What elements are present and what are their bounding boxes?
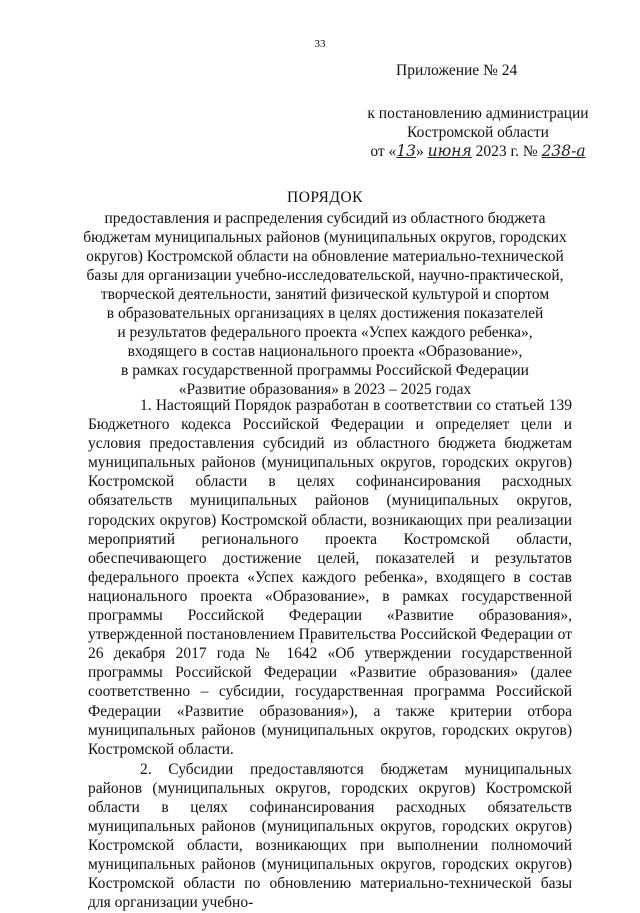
decree-line-2: Костромской области — [407, 124, 549, 141]
title-line: в образовательных организациях в целях достижения показателей — [106, 305, 544, 322]
title-line: бюджетам муниципальных районов (муниципальных округов, городских — [83, 229, 567, 246]
title-line: «Развитие образования» в 2023 – 2025 годах — [178, 381, 472, 398]
paragraph-2: 2. Субсидии предоставляются бюджетам муниципальных районов (муниципальных округов, городских округов) Костромской области в целях софинансирования расходных обязательств муниципальных районов (муниципальных округов, городских округов) Костромской области, возникающих при выполнении полномочий муниципальных районов (муниципальных округов, городских округов) Костромской области по обновлению материально-технической базы для организации учебно- — [88, 760, 572, 912]
decree-reference — [338, 104, 618, 161]
title-line: предоставления и распределения субсидий из областного бюджета — [104, 210, 546, 227]
date-year: 2023 г. № — [471, 143, 542, 160]
title-line: в рамках государственной программы Российской Федерации — [121, 362, 529, 379]
decree-date-line — [338, 142, 618, 161]
date-prefix: от « — [370, 143, 397, 160]
title-line: и результатов федерального проекта «Успех каждого ребенка», — [117, 324, 533, 341]
title-line: округов) Костромской области на обновление материально-технической — [86, 248, 564, 265]
document-body — [88, 396, 572, 913]
document-title-block — [80, 188, 570, 399]
title-line: базы для организации учебно-исследовательской, научно-практической, — [86, 267, 564, 284]
page-number: 33 — [314, 38, 326, 50]
paragraph-1: 1. Настоящий Порядок разработан в соответствии со статьей 139 Бюджетного кодекса Российской Федерации и определяет цели и условия предоставления субсидий из областного бюджета бюджетам муниципальных районов (муниципальных округов, городских округов) Костромской области в целях софинансирования расходных обязательств муниципальных районов (муниципальных округов, городских округов) Костромской области, возникающих при реализации мероприятий регионального проекта Костромской области, обеспечивающего достижение целей, показателей и результатов федерального проекта «Успех каждого ребенка», входящего в состав национального проекта «Образование», в рамках государственной программы Российской Федерации «Развитие образования», утвержденной постановлением Правительства Российской Федерации от 26 декабря 2017 года № 1642 «Об утверждении государственной программы Российской Федерации «Развитие образования» (далее соответственно – субсидии, государственная программа Российской Федерации «Развитие образования»), а также критерии отбора муниципальных районов (муниципальных округов, городских округов) Костромской области. — [88, 397, 572, 758]
handwritten-day: 13 — [396, 142, 417, 160]
handwritten-number: 238-а — [541, 142, 586, 160]
handwritten-month: июня — [427, 142, 472, 160]
document-heading: ПОРЯДОК — [287, 189, 363, 206]
title-line: творческой деятельности, занятий физической культурой и спортом — [100, 286, 550, 303]
title-line: входящего в состав национального проекта «Образование», — [127, 343, 523, 360]
appendix-label: Приложение № 24 — [396, 62, 518, 79]
decree-line-1: к постановлению администрации — [367, 105, 589, 122]
date-mid: » — [416, 143, 428, 160]
